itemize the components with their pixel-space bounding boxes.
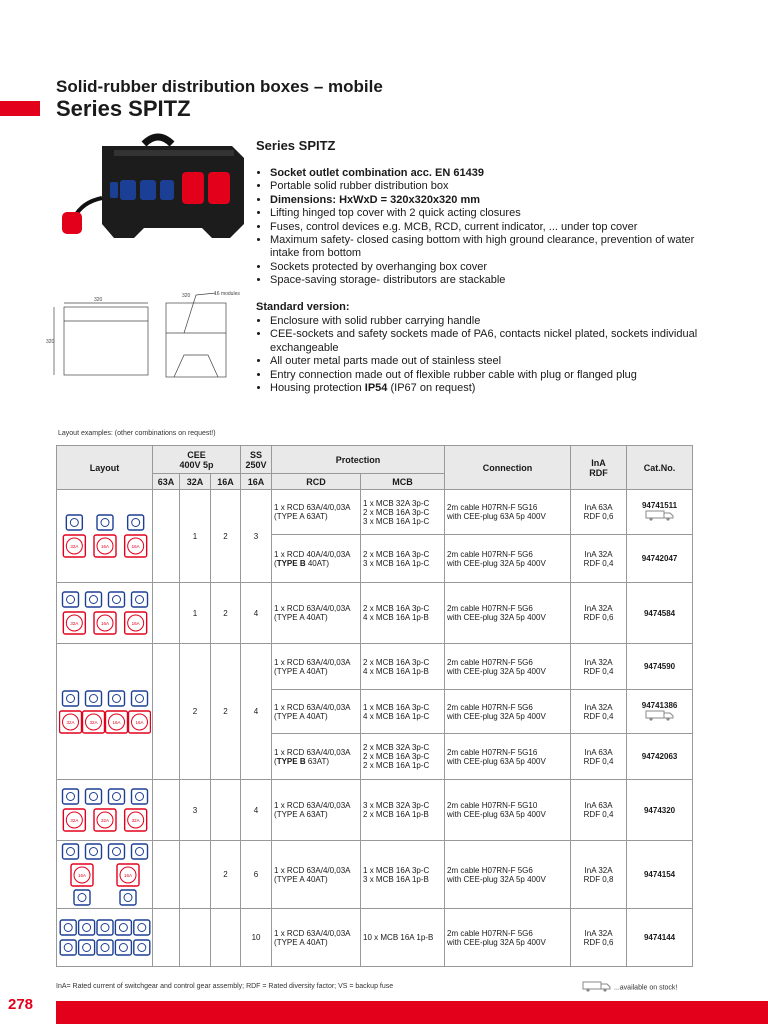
rcd-cell: 1 x RCD 63A/4/0,03A (TYPE A 40AT) xyxy=(272,644,361,690)
mcb-cell: 1 x MCB 16A 3p-C 3 x MCB 16A 1p-B xyxy=(361,841,445,909)
layout-cell xyxy=(57,909,153,967)
mcb-cell: 2 x MCB 16A 3p-C 3 x MCB 16A 1p-C xyxy=(361,535,445,583)
svg-text:16A: 16A xyxy=(112,719,121,725)
accent-bar-bottom xyxy=(56,1001,768,1024)
layout-diagram xyxy=(59,842,151,908)
mcb-cell: 2 x MCB 16A 3p-C 4 x MCB 16A 1p-B xyxy=(361,583,445,644)
svg-text:16A: 16A xyxy=(131,621,140,626)
schuko-socket-icon xyxy=(97,920,113,935)
rdf-value: RDF 0,4 xyxy=(583,711,614,721)
page-number: 278 xyxy=(8,996,34,1013)
schuko-socket-icon xyxy=(86,592,102,607)
rdf-value: RDF 0,4 xyxy=(583,810,614,819)
ina-value: InA 32A xyxy=(584,657,613,667)
schuko-socket-icon xyxy=(60,940,76,955)
schuko-socket-icon xyxy=(109,789,125,804)
page-title: Series SPITZ xyxy=(56,96,191,121)
schuko-socket-icon xyxy=(120,890,136,905)
ina-rdf-cell xyxy=(571,909,627,967)
layout-cell xyxy=(57,780,153,841)
cee-socket-icon xyxy=(125,535,147,557)
cee-32a-count: 3 xyxy=(180,780,211,841)
connection-cell: 2m cable H07RN-F 5G6 with CEE-plug 32A 5p 400V xyxy=(445,644,571,690)
truck-icon xyxy=(582,981,612,994)
cee-socket-icon xyxy=(83,711,105,733)
cee-socket-icon xyxy=(71,864,93,886)
ina-rdf-cell xyxy=(571,490,627,535)
mcb-cell: 2 x MCB 32A 3p-C 2 x MCB 16A 3p-C 2 x MCB 16A 1p-C xyxy=(361,734,445,780)
rdf-value: RDF 0,6 xyxy=(583,613,614,622)
mcb-cell: 3 x MCB 32A 3p-C 2 x MCB 16A 1p-B xyxy=(361,780,445,841)
catalog-number: 94741511 xyxy=(641,501,678,510)
accent-bar-left xyxy=(0,101,40,116)
cee-socket-icon xyxy=(63,612,85,634)
cee-socket-icon xyxy=(94,535,116,557)
th-protection: Protection xyxy=(272,446,445,474)
layout-cell xyxy=(57,841,153,909)
catalog-number: 9474144 xyxy=(643,933,676,942)
rcd-cell: 1 x RCD 63A/4/0,03A (TYPE A 40AT) xyxy=(272,583,361,644)
svg-text:16A: 16A xyxy=(131,544,140,549)
rcd-cell: 1 x RCD 63A/4/0,03A (TYPE A 40AT) xyxy=(272,841,361,909)
connection-cell: 2m cable H07RN-F 5G16 with CEE-plug 63A 5p 400V xyxy=(445,734,571,780)
ss-16a-count: 10 xyxy=(241,909,272,967)
th-mcb: MCB xyxy=(361,474,445,490)
layout-diagram xyxy=(59,689,151,735)
cee-32a-count: 2 xyxy=(180,644,211,780)
svg-text:32A: 32A xyxy=(131,818,140,823)
feature-item: • Portable solid rubber distribution box xyxy=(270,180,710,193)
rcd-cell: 1 x RCD 63A/4/0,03A (TYPE A 40AT) xyxy=(272,909,361,967)
cee-63a-count xyxy=(153,583,180,644)
catno-cell xyxy=(627,490,693,535)
catno-cell xyxy=(627,780,693,841)
layout-cell xyxy=(57,583,153,644)
product-photo xyxy=(62,132,248,260)
rdf-value: RDF 0,4 xyxy=(583,558,614,568)
cee-32a-count xyxy=(180,909,211,967)
feature-item: • Maximum safety- closed casing bottom with high ground clearance, prevention of water intake from bottom xyxy=(270,234,710,261)
ina-rdf-cell xyxy=(571,780,627,841)
connection-cell: 2m cable H07RN-F 5G6 with CEE-plug 32A 5p 400V xyxy=(445,690,571,734)
feature-item: • Socket outlet combination acc. EN 61439 xyxy=(270,167,710,180)
schuko-socket-icon xyxy=(128,515,144,530)
rdf-value: RDF 0,6 xyxy=(583,937,614,947)
standard-version-title: Standard version: xyxy=(256,301,350,313)
schuko-socket-icon xyxy=(132,789,148,804)
schuko-socket-icon xyxy=(86,789,102,804)
schuko-socket-icon xyxy=(86,844,102,859)
ina-rdf-cell xyxy=(571,644,627,690)
rcd-cell: 1 x RCD 63A/4/0,03A (TYPE B 63AT) xyxy=(272,734,361,780)
catno-cell xyxy=(627,734,693,780)
connection-cell: 2m cable H07RN-F 5G6 with CEE-plug 32A 5p 400V xyxy=(445,841,571,909)
cee-63a-count xyxy=(153,644,180,780)
ss-16a-count: 4 xyxy=(241,644,272,780)
cee-socket-icon xyxy=(129,711,151,733)
rcd-cell: 1 x RCD 40A/4/0,03A (TYPE B 40AT) xyxy=(272,535,361,583)
ss-16a-count: 3 xyxy=(241,490,272,583)
cee-socket-icon xyxy=(106,711,128,733)
ss-16a-count: 4 xyxy=(241,780,272,841)
table-row xyxy=(57,490,693,535)
page-subtitle: Solid-rubber distribution boxes – mobile xyxy=(56,77,383,96)
schuko-socket-icon xyxy=(63,844,79,859)
th-16a-cee: 16A xyxy=(211,474,241,490)
rcd-cell: 1 x RCD 63A/4/0,03A (TYPE A 40AT) xyxy=(272,690,361,734)
svg-text:32A: 32A xyxy=(89,719,98,725)
ina-rdf-cell xyxy=(571,734,627,780)
ina-rdf-cell xyxy=(571,535,627,583)
ip-rating: IP54 xyxy=(364,382,388,395)
cee-32a-count xyxy=(180,841,211,909)
schuko-socket-icon xyxy=(109,844,125,859)
schuko-socket-icon xyxy=(132,691,148,706)
footnote: InA= Rated current of switchgear and control gear assembly; RDF = Rated diversity factor; VS = backup fuse xyxy=(56,983,394,990)
ina-value: InA 63A xyxy=(584,747,613,757)
ina-value: InA 32A xyxy=(584,865,613,875)
schuko-socket-icon xyxy=(134,940,150,955)
connection-cell: 2m cable H07RN-F 5G6 with CEE-plug 32A 5p 400V xyxy=(445,583,571,644)
schuko-socket-icon xyxy=(86,691,102,706)
catalog-number: 94742063 xyxy=(641,752,678,761)
th-ss: SS 250V xyxy=(241,446,272,474)
standard-item: • CEE-sockets and safety sockets made of PA6, contacts nickel plated, sockets individual exchangeable xyxy=(270,328,710,355)
ss-16a-count: 4 xyxy=(241,583,272,644)
catalog-number: 9474584 xyxy=(643,608,676,618)
ina-value: InA 63A xyxy=(584,801,613,810)
cee-16a-count xyxy=(211,780,241,841)
dim-depth-label: 320 xyxy=(182,293,191,299)
svg-text:16A: 16A xyxy=(123,872,133,878)
ip-suffix: (IP67 on request) xyxy=(387,382,476,395)
standard-version-list xyxy=(256,315,710,395)
schuko-socket-icon xyxy=(132,844,148,859)
standard-item: • All outer metal parts made out of stainless steel xyxy=(270,355,710,368)
ina-value: InA 32A xyxy=(584,604,613,613)
table-row xyxy=(57,841,693,909)
mcb-cell: 1 x MCB 32A 3p-C 2 x MCB 16A 3p-C 3 x MCB 16A 1p-C xyxy=(361,490,445,535)
catalog-number: 9474320 xyxy=(643,805,676,815)
cee-16a-count: 2 xyxy=(211,583,241,644)
cee-63a-count xyxy=(153,909,180,967)
schuko-socket-icon xyxy=(60,920,76,935)
svg-text:16A: 16A xyxy=(77,872,87,878)
cee-63a-count xyxy=(153,490,180,583)
catalog-number: 94742047 xyxy=(641,554,678,563)
schuko-socket-icon xyxy=(109,592,125,607)
th-63a: 63A xyxy=(153,474,180,490)
feature-item: • Space-saving storage- distributors are stackable xyxy=(270,274,710,287)
catno-cell xyxy=(627,841,693,909)
connection-cell: 2m cable H07RN-F 5G6 with CEE-plug 32A 5p 400V xyxy=(445,535,571,583)
table-row xyxy=(57,780,693,841)
rcd-cell: 1 x RCD 63A/4/0,03A (TYPE A 63AT) xyxy=(272,780,361,841)
th-ina-rdf: InA RDF xyxy=(571,446,627,490)
table-row xyxy=(57,644,693,690)
mcb-cell: 1 x MCB 16A 3p-C 4 x MCB 16A 1p-C xyxy=(361,690,445,734)
cee-32a-count: 1 xyxy=(180,490,211,583)
truck-icon xyxy=(629,510,690,523)
table-caption: Layout examples: (other combinations on request!) xyxy=(58,430,216,437)
standard-item: • Entry connection made out of flexible rubber cable with plug or flanged plug xyxy=(270,369,710,382)
ss-16a-count: 6 xyxy=(241,841,272,909)
rdf-value: RDF 0,8 xyxy=(583,874,614,884)
ip-prefix: Housing protection xyxy=(270,382,365,395)
mcb-cell: 2 x MCB 16A 3p-C 4 x MCB 16A 1p-B xyxy=(361,644,445,690)
layout-diagram xyxy=(59,787,151,833)
cee-socket-icon xyxy=(117,864,139,886)
cee-socket-icon xyxy=(94,612,116,634)
features-list xyxy=(256,167,710,288)
ina-rdf-cell xyxy=(571,583,627,644)
ina-value: InA 32A xyxy=(584,549,613,559)
cee-32a-count: 1 xyxy=(180,583,211,644)
catno-cell xyxy=(627,535,693,583)
schuko-socket-icon xyxy=(97,940,113,955)
technical-drawing xyxy=(44,285,244,385)
schuko-socket-icon xyxy=(115,920,131,935)
svg-text:32A: 32A xyxy=(66,719,75,725)
cee-socket-icon xyxy=(63,809,85,831)
connection-cell: 2m cable H07RN-F 5G6 with CEE-plug 32A 5p 400V xyxy=(445,909,571,967)
rdf-value: RDF 0,4 xyxy=(583,756,614,766)
section-title: Series SPITZ xyxy=(256,138,336,153)
catalog-number: 9474154 xyxy=(643,870,676,879)
cee-16a-count: 2 xyxy=(211,644,241,780)
connection-cell: 2m cable H07RN-F 5G16 with CEE-plug 63A 5p 400V xyxy=(445,490,571,535)
ina-value: InA 63A xyxy=(584,503,613,512)
svg-text:32A: 32A xyxy=(70,621,79,626)
connection-cell: 2m cable H07RN-F 5G10 with CEE-plug 63A 5p 400V xyxy=(445,780,571,841)
table-row xyxy=(57,583,693,644)
th-cee: CEE 400V 5p xyxy=(153,446,241,474)
schuko-socket-icon xyxy=(79,920,95,935)
rdf-value: RDF 0,4 xyxy=(583,666,614,676)
stock-note-text: ...available on stock! xyxy=(613,984,678,992)
schuko-socket-icon xyxy=(63,789,79,804)
rcd-cell: 1 x RCD 63A/4/0,03A (TYPE A 63AT) xyxy=(272,490,361,535)
rdf-value: RDF 0,6 xyxy=(583,512,614,521)
feature-item: • Dimensions: HxWxD = 320x320x320 mm xyxy=(270,194,710,207)
cee-socket-icon xyxy=(60,711,82,733)
schuko-socket-icon xyxy=(134,920,150,935)
cee-63a-count xyxy=(153,780,180,841)
schuko-socket-icon xyxy=(115,940,131,955)
ina-rdf-cell xyxy=(571,841,627,909)
standard-item: • Enclosure with solid rubber carrying handle xyxy=(270,315,710,328)
catalog-number: 9474590 xyxy=(643,662,676,671)
th-16a-ss: 16A xyxy=(241,474,272,490)
cee-16a-count: 2 xyxy=(211,841,241,909)
th-layout: Layout xyxy=(57,446,153,490)
schuko-socket-icon xyxy=(109,691,125,706)
catno-cell xyxy=(627,690,693,734)
catno-cell xyxy=(627,583,693,644)
cee-socket-icon xyxy=(94,809,116,831)
layout-cell xyxy=(57,644,153,780)
stock-note xyxy=(582,981,677,994)
cee-socket-icon xyxy=(125,612,147,634)
schuko-socket-icon xyxy=(63,592,79,607)
layout-diagram xyxy=(59,918,151,958)
truck-icon xyxy=(629,710,690,723)
feature-item: • Fuses, control devices e.g. MCB, RCD, current indicator, ... under top cover xyxy=(270,221,710,234)
th-32a: 32A xyxy=(180,474,211,490)
th-catno: Cat.No. xyxy=(627,446,693,490)
catno-cell xyxy=(627,644,693,690)
layout-cell xyxy=(57,490,153,583)
modules-label: 16 modules xyxy=(214,291,240,297)
feature-item: • Sockets protected by overhanging box cover xyxy=(270,261,710,274)
cee-63a-count xyxy=(153,841,180,909)
standard-item-ip xyxy=(270,382,710,395)
svg-text:32A: 32A xyxy=(100,818,110,823)
layout-diagram xyxy=(59,513,151,559)
svg-text:16A: 16A xyxy=(100,544,110,549)
mcb-cell: 10 x MCB 16A 1p-B xyxy=(361,909,445,967)
schuko-socket-icon xyxy=(63,691,79,706)
cee-socket-icon xyxy=(63,535,85,557)
svg-text:32A: 32A xyxy=(70,818,79,823)
schuko-socket-icon xyxy=(79,940,95,955)
ina-rdf-cell xyxy=(571,690,627,734)
svg-text:16A: 16A xyxy=(100,621,110,626)
cee-socket-icon xyxy=(125,809,147,831)
cee-16a-count: 2 xyxy=(211,490,241,583)
catno-cell xyxy=(627,909,693,967)
schuko-socket-icon xyxy=(97,515,113,530)
ina-value: InA 32A xyxy=(584,702,613,712)
svg-text:16A: 16A xyxy=(135,719,144,725)
feature-item: • Lifting hinged top cover with 2 quick acting closures xyxy=(270,207,710,220)
table-row xyxy=(57,909,693,967)
cee-16a-count xyxy=(211,909,241,967)
th-connection: Connection xyxy=(445,446,571,490)
dim-width-label: 320 xyxy=(94,297,103,303)
dim-height-label: 320 xyxy=(46,339,55,345)
spec-table xyxy=(56,445,693,967)
schuko-socket-icon xyxy=(132,592,148,607)
ina-value: InA 32A xyxy=(584,928,613,938)
schuko-socket-icon xyxy=(66,515,82,530)
schuko-socket-icon xyxy=(74,890,90,905)
th-rcd: RCD xyxy=(272,474,361,490)
svg-text:32A: 32A xyxy=(70,544,79,549)
catalog-number: 94741386 xyxy=(641,700,678,710)
layout-diagram xyxy=(59,590,151,636)
